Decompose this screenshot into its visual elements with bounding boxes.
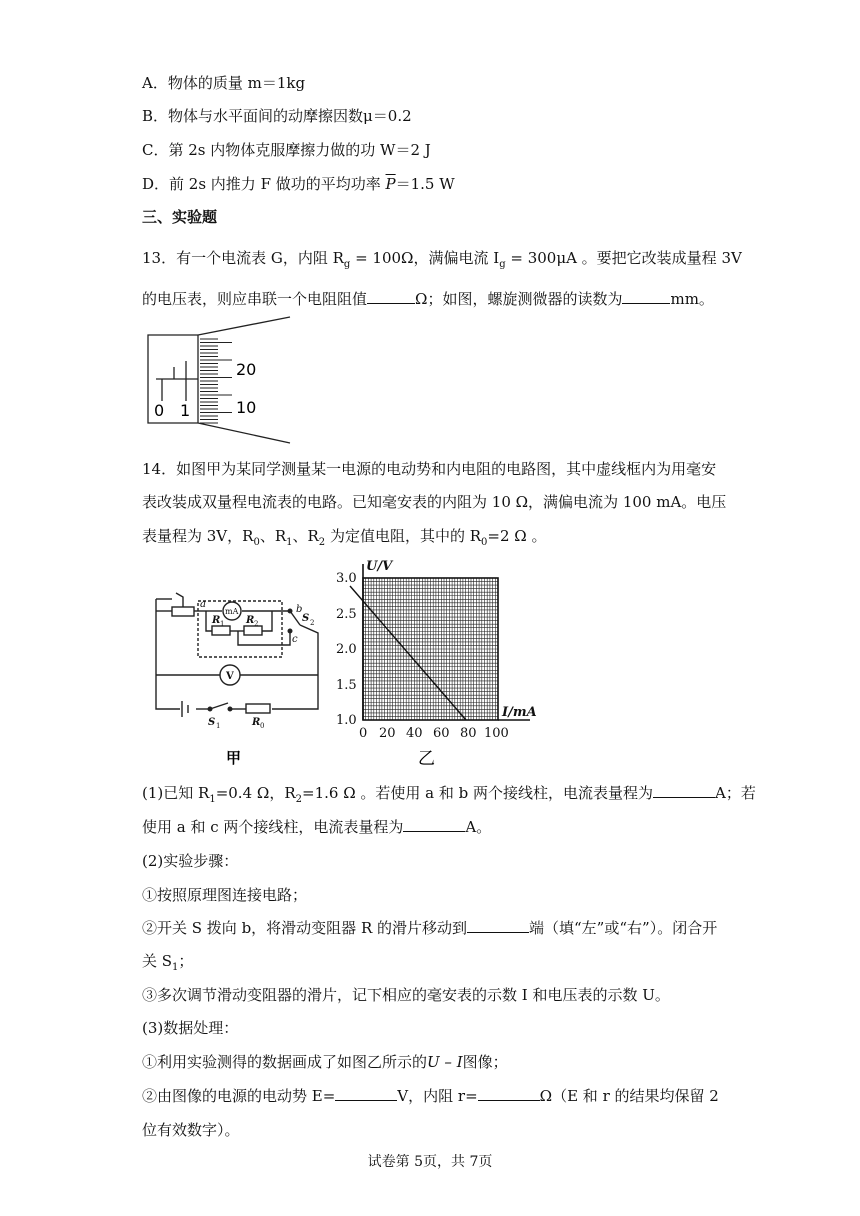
circuit-diagram	[150, 585, 330, 765]
q14-part2-title: (2)实验步骤：	[142, 852, 239, 870]
section-title: 三、实验题	[142, 208, 218, 226]
q14-d2b: V，内阻 r=	[397, 1087, 478, 1105]
q14-p1f: A；若	[715, 784, 756, 802]
q14-s2c: 关 S	[142, 952, 173, 970]
q14-p1-sub-1: 1	[209, 794, 216, 805]
q13-text-e: Ω；如图，螺旋测微器的读数为	[415, 290, 623, 308]
y-tick-1-5: 1.5	[336, 678, 357, 693]
q14-part3-title: (3)数据处理：	[142, 1019, 239, 1037]
option-c: C．第 2s 内物体克服摩擦力做的功 W＝2 J	[142, 141, 431, 159]
q14-p1a: (1)已知 R	[142, 784, 210, 802]
y-tick-1-0: 1.0	[336, 713, 357, 728]
x-tick-100: 100	[484, 726, 509, 741]
q13-sub-rg: g	[343, 259, 351, 270]
q13-text-c: = 300μA 。要把它改装成量程 3V	[505, 249, 742, 267]
r1-sub: 1	[220, 620, 225, 628]
ui-graph	[330, 560, 540, 770]
option-d	[142, 174, 455, 194]
option-b: B．物体与水平面间的动摩擦因数μ＝0.2	[142, 107, 412, 125]
option-a: A．物体的质量 m＝1kg	[142, 74, 306, 92]
q13-line-2	[142, 289, 714, 309]
x-axis-label: I/mA	[502, 705, 537, 720]
x-tick-40: 40	[406, 726, 423, 741]
switch-s1-sub: 1	[216, 722, 221, 730]
x-tick-80: 80	[460, 726, 477, 741]
milliammeter-label: mA	[225, 607, 239, 616]
q14-d1a: ①利用实验测得的数据画成了如图乙所示的	[142, 1053, 428, 1071]
y-tick-2-5: 2.5	[336, 607, 357, 622]
q13-blank-2[interactable]	[622, 289, 670, 304]
q13-text-f: mm。	[670, 290, 714, 308]
q14-sub-r1: 1	[286, 537, 293, 548]
q14-sub-r0b: 0	[481, 537, 488, 548]
q14-step-3: ③多次调节滑动变阻器的滑片，记下相应的毫安表的示数 I 和电压表的示数 U。	[142, 986, 670, 1004]
micrometer-main-label-0: 0	[154, 401, 165, 420]
terminal-a-label: a	[200, 599, 206, 610]
q14-data-1	[142, 1052, 508, 1072]
q14-p1h: A。	[465, 818, 492, 836]
switch-s2-label: S	[302, 613, 310, 624]
q14-blank-resistance[interactable]	[478, 1086, 540, 1101]
x-tick-60: 60	[433, 726, 450, 741]
q14-d1c: 图像；	[462, 1053, 508, 1071]
q14-t3i: =2 Ω 。	[487, 527, 547, 545]
q14-blank-slider-end[interactable]	[467, 918, 529, 933]
r2-sub: 2	[254, 620, 259, 628]
x-tick-0: 0	[359, 726, 368, 741]
q14-part1-line-1	[142, 783, 756, 810]
q14-p1e: =1.6 Ω 。若使用 a 和 b 两个接线柱，电流表量程为	[302, 784, 654, 802]
y-tick-2-0: 2.0	[336, 642, 357, 657]
r0-label: R	[252, 717, 261, 728]
q14-blank-emf[interactable]	[335, 1086, 397, 1101]
switch-s2-sub: 2	[310, 619, 315, 627]
q14-t3a: 表量程为 3V，R	[142, 527, 254, 545]
r2-label: R	[246, 615, 255, 626]
q13-text-b: = 100Ω，满偏电流 I	[350, 249, 500, 267]
q13-text-d: 的电压表，则应串联一个电阻阻值	[142, 290, 368, 308]
micrometer-figure	[140, 315, 300, 450]
y-tick-3-0: 3.0	[336, 571, 357, 586]
option-d-text: D．前 2s 内推力 F 做功的平均功率	[142, 175, 386, 193]
terminal-c-label: c	[292, 634, 298, 645]
graph-caption: 乙	[418, 749, 435, 769]
terminal-b-label: b	[296, 604, 303, 615]
r1-label: R	[212, 615, 221, 626]
q14-t3c: 、R	[259, 527, 287, 545]
q13-text-a: 13．有一个电流表 G，内阻 R	[142, 249, 344, 267]
q14-d2c: Ω（E 和 r 的结果均保留 2	[539, 1087, 719, 1105]
q14-sub-r0: 0	[253, 537, 260, 548]
circuit-caption: 甲	[226, 749, 242, 767]
voltmeter-label: V	[226, 671, 234, 682]
q14-s2a: ②开关 S 拨向 b，将滑动变阻器 R 的滑片移动到	[142, 919, 468, 937]
r0-sub: 0	[260, 722, 265, 730]
q14-line-1: 14．如图甲为某同学测量某一电源的电动势和内电阻的电路图，其中虚线框内为用毫安	[142, 460, 717, 478]
micrometer-main-label-1: 1	[180, 401, 191, 420]
q14-s2e: ；	[178, 952, 194, 970]
q14-p1c: =0.4 Ω，R	[215, 784, 296, 802]
micrometer-thimble-label-10: 10	[236, 398, 257, 417]
q14-t3g: 为定值电阻，其中的 R	[325, 527, 482, 545]
average-power-symbol: $\overline{P}$	[385, 175, 396, 193]
q14-d2a: ②由图像的电源的电动势 E=	[142, 1087, 336, 1105]
switch-s1-label: S	[208, 717, 216, 728]
option-d-value: ＝1.5 W	[395, 175, 455, 193]
q14-p1-sub-2: 2	[295, 794, 302, 805]
micrometer-thimble-label-20: 20	[236, 360, 257, 379]
q14-step-2-cont	[142, 951, 193, 978]
q14-line-3	[142, 526, 546, 553]
q14-part1-line-2	[142, 817, 491, 837]
q14-data-2-cont: 位有效数字）。	[142, 1121, 240, 1139]
q14-sub-r2: 2	[318, 537, 326, 548]
ui-line	[350, 586, 466, 720]
page-footer: 试卷第 5页，共 7页	[367, 1154, 493, 1170]
q14-data-2	[142, 1086, 719, 1106]
q14-blank-ab-range[interactable]	[653, 783, 715, 798]
q14-blank-ac-range[interactable]	[403, 817, 465, 832]
q13-line-1	[142, 248, 742, 275]
q14-d1b: U – I	[427, 1053, 463, 1071]
q14-line-2: 表改装成双量程电流表的电路。已知毫安表的内阻为 10 Ω，满偏电流为 100 mA。电压	[142, 493, 727, 511]
q13-blank-1[interactable]	[367, 289, 415, 304]
x-tick-20: 20	[379, 726, 396, 741]
q14-step-2	[142, 918, 717, 938]
q13-sub-ig: g	[499, 259, 506, 270]
q14-step-1: ①按照原理图连接电路；	[142, 886, 308, 904]
y-axis-label: U/V	[366, 559, 393, 574]
q14-s2-sub: 1	[172, 962, 179, 973]
q14-t3e: 、R	[292, 527, 319, 545]
q14-p1g: 使用 a 和 c 两个接线柱，电流表量程为	[142, 818, 404, 836]
q14-s2b: 端（填“左”或“右”）。闭合开	[529, 919, 718, 937]
